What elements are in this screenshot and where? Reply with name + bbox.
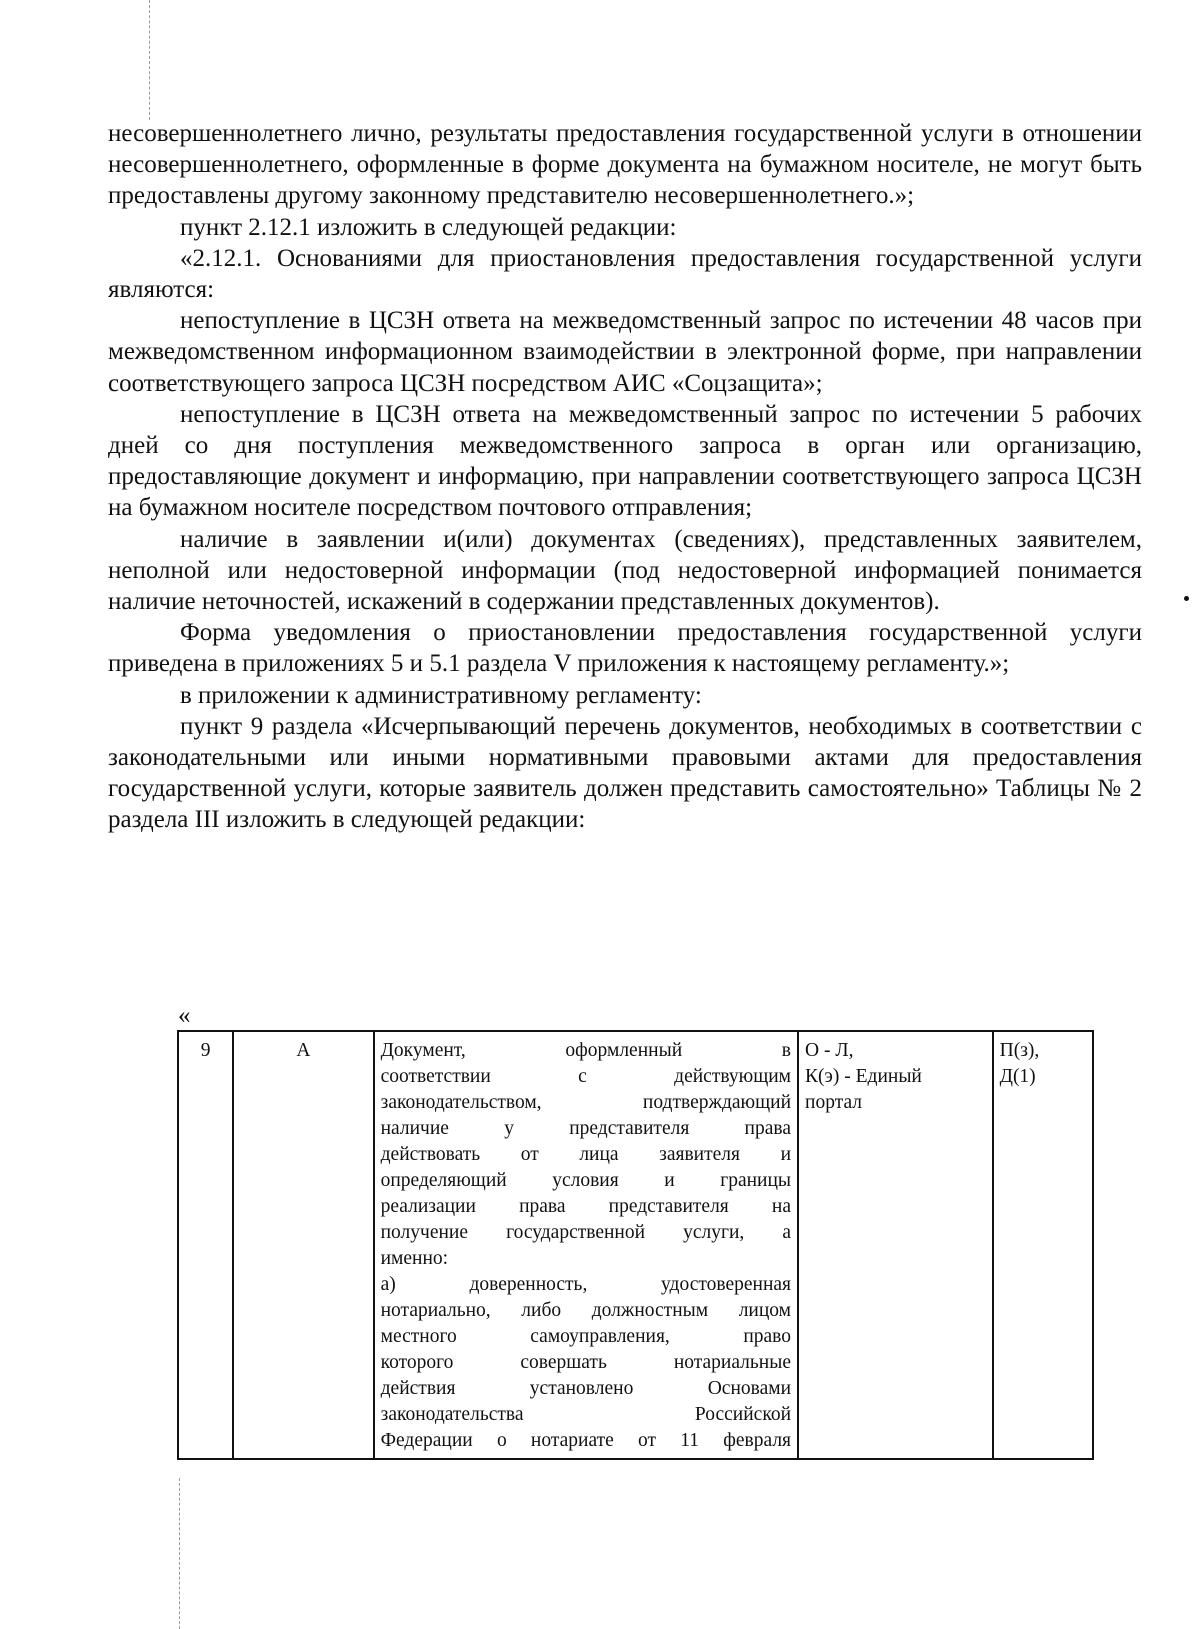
- description-line: действовать от лица заявителя и: [380, 1144, 792, 1165]
- description-line: а) доверенность, удостоверенная: [380, 1274, 792, 1295]
- description-line: законодательством, подтверждающий: [380, 1092, 792, 1113]
- description-line: местного самоуправления, право: [380, 1326, 792, 1347]
- paragraph-1: несовершеннолетнего лично, результаты предоставления государственной услуги в отношении несовершеннолетнего, оформленные в форме документа на бумажном носителе, не могут быть предоставлены другому законному представителю несовершеннолетнего.»;: [108, 120, 1142, 210]
- form-line: О - Л,: [805, 1040, 854, 1061]
- description-line: определяющий условия и границы: [380, 1170, 792, 1191]
- scan-margin-line-bottom: [179, 1478, 180, 1629]
- paragraph-5: непоступление в ЦСЗН ответа на межведомственный запрос по истечении 5 рабочих дней со дня поступления межведомственного запроса в орган или организацию, предоставляющие документ и информацию, при направлении соответствующего запроса ЦСЗН на бумажном носителе посредством почтового отправления;: [108, 400, 1142, 522]
- description-line: нотариально, либо должностным лицом: [380, 1300, 792, 1321]
- paragraph-3: «2.12.1. Основаниями для приостановления предоставления государственной услуги являются:: [108, 244, 1142, 304]
- description-line: наличие у представителя права: [380, 1118, 792, 1139]
- scan-margin-line-top: [149, 0, 150, 120]
- paragraph-4: непоступление в ЦСЗН ответа на межведомственный запрос по истечении 48 часов при межведомственном информационном взаимодействии в электронной форме, при направлении соответствующего запроса ЦСЗН посредством АИС «Соцзащита»;: [108, 307, 1142, 397]
- cell-requirements: [993, 1031, 1093, 1459]
- cell-number: 9: [178, 1031, 233, 1459]
- cell-submission-form: [798, 1031, 993, 1459]
- form-line: портал: [805, 1092, 863, 1113]
- description-line: Федерации о нотариате от 11 февраля: [380, 1430, 792, 1451]
- scan-speck: [1184, 596, 1189, 601]
- paragraph-7: Форма уведомления о приостановлении предоставления государственной услуги приведена в приложениях 5 и 5.1 раздела V приложения к настоящему регламенту.»;: [108, 619, 1142, 678]
- description-line: действия установлено Основами: [380, 1378, 792, 1399]
- cell-code: А: [233, 1031, 373, 1459]
- description-line: реализации права представителя на: [380, 1196, 792, 1217]
- paragraph-2: пункт 2.12.1 изложить в следующей редакции:: [180, 213, 677, 241]
- table-row: [178, 1031, 1093, 1459]
- requirement-line: П(з),: [999, 1040, 1040, 1061]
- opening-quote-mark: «: [178, 1002, 191, 1029]
- paragraph-6: наличие в заявлении и(или) документах (сведениях), представленных заявителем, неполной или недостоверной информации (под недостоверной информацией понимается наличие неточностей, искажений в содержании представленных документов).: [108, 525, 1142, 616]
- description-line: получение государственной услуги, а: [380, 1222, 792, 1243]
- requirement-line: Д(1): [999, 1066, 1036, 1087]
- cell-document-description: [374, 1031, 798, 1459]
- description-line: соответствии с действующим: [380, 1066, 792, 1087]
- description-line: именно:: [380, 1248, 449, 1269]
- documents-table: [177, 1030, 1094, 1460]
- description-line: Документ, оформленный в: [380, 1040, 792, 1061]
- paragraph-9: пункт 9 раздела «Исчерпывающий перечень документов, необходимых в соответствии с законодательными или иными нормативными правовыми актами для предоставления государственной услуги, которые заявитель должен представить самостоятельно» Таблицы № 2 раздела III изложить в следующей редакции:: [108, 712, 1142, 834]
- description-line: которого совершать нотариальные: [380, 1352, 792, 1373]
- document-body: [108, 118, 1142, 836]
- form-line: К(э) - Единый: [805, 1066, 922, 1087]
- paragraph-8: в приложении к административному регламенту:: [180, 681, 702, 709]
- description-line: законодательства Российской: [380, 1404, 792, 1425]
